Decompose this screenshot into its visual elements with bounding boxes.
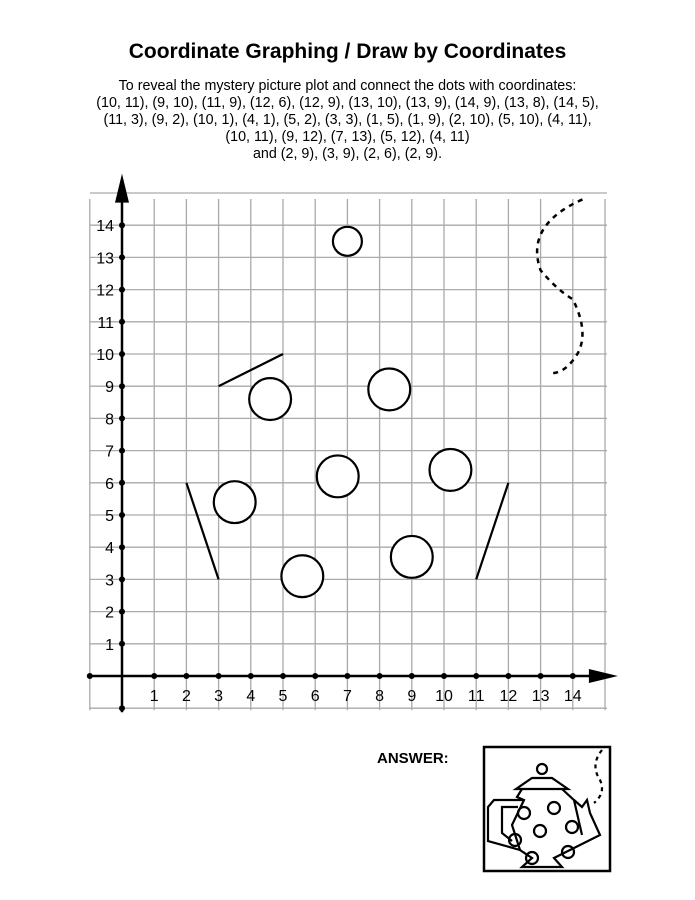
y-tick-dot bbox=[119, 351, 125, 357]
teapot-dot-circle bbox=[368, 368, 410, 410]
x-tick-dot bbox=[344, 673, 350, 679]
answer-teapot-image bbox=[482, 745, 612, 873]
y-tick-dot bbox=[119, 641, 125, 647]
x-tick-dot bbox=[151, 673, 157, 679]
x-tick-label: 2 bbox=[181, 688, 191, 705]
x-tick-dot bbox=[441, 673, 447, 679]
y-tick-label: 11 bbox=[97, 314, 114, 332]
y-tick-dot bbox=[119, 287, 125, 293]
coordinate-list: and (2, 9), (3, 9), (2, 6), (2, 9). bbox=[252, 146, 443, 162]
y-tick-dot bbox=[119, 448, 125, 454]
y-tick-label: 2 bbox=[105, 604, 114, 622]
x-tick-dot bbox=[538, 673, 544, 679]
y-tick-label: 7 bbox=[105, 443, 114, 461]
y-tick-dot bbox=[119, 222, 125, 228]
x-tick-dot bbox=[505, 673, 511, 679]
x-tick-dot bbox=[216, 673, 222, 679]
x-tick-dot bbox=[473, 673, 479, 679]
y-tick-dot bbox=[119, 512, 125, 518]
teapot-dot-circle bbox=[391, 536, 433, 578]
x-tick-dot bbox=[280, 673, 286, 679]
y-tick-label: 9 bbox=[105, 379, 114, 397]
coordinate-list: (10, 11), (9, 10), (11, 9), (12, 6), (12, 9), (13, 10), (13, 9), (14, 9), (13, 8), (14, 5), bbox=[96, 95, 599, 111]
x-tick-label: 11 bbox=[467, 688, 485, 705]
y-tick-label: 6 bbox=[105, 475, 114, 493]
x-tick-label: 13 bbox=[531, 688, 550, 705]
y-tick-label: 3 bbox=[105, 572, 114, 590]
teapot-dot-circle bbox=[249, 378, 291, 420]
y-tick-dot bbox=[119, 609, 125, 615]
y-tick-dot bbox=[119, 576, 125, 582]
y-tick-label: 10 bbox=[96, 347, 114, 364]
answer-label: ANSWER: bbox=[377, 750, 449, 767]
y-tick-label: 1 bbox=[105, 636, 114, 654]
x-tick-label: 3 bbox=[214, 688, 224, 705]
y-tick-label: 8 bbox=[105, 411, 114, 429]
y-tick-dot bbox=[119, 383, 125, 389]
x-tick-dot bbox=[409, 673, 415, 679]
y-axis-arrow-icon bbox=[115, 174, 129, 203]
y-tick-dot bbox=[119, 480, 125, 486]
coordinate-list: (11, 3), (9, 2), (10, 1), (4, 1), (5, 2), (3, 3), (1, 5), (1, 9), (2, 10), (5, 10), (4, 11), bbox=[103, 112, 592, 128]
y-tick-dot bbox=[119, 254, 125, 260]
teapot-dot-circle bbox=[333, 227, 362, 256]
y-tick-label: 13 bbox=[96, 250, 114, 268]
x-tick-label: 6 bbox=[310, 688, 320, 705]
axis-dot bbox=[87, 673, 93, 679]
x-tick-label: 12 bbox=[499, 688, 518, 705]
x-tick-label: 9 bbox=[407, 688, 417, 705]
y-tick-label: 14 bbox=[96, 218, 114, 236]
x-tick-label: 8 bbox=[375, 688, 385, 705]
y-tick-label: 12 bbox=[96, 282, 114, 300]
y-tick-label: 4 bbox=[105, 540, 114, 558]
coordinate-list: (10, 11), (9, 12), (7, 13), (5, 12), (4, 11) bbox=[225, 129, 470, 145]
x-tick-label: 5 bbox=[278, 688, 288, 705]
x-tick-dot bbox=[183, 673, 189, 679]
x-axis-arrow-icon bbox=[589, 669, 618, 683]
x-tick-label: 14 bbox=[563, 688, 582, 705]
y-tick-label: 5 bbox=[105, 508, 114, 525]
axis-dot bbox=[119, 705, 125, 711]
x-tick-label: 4 bbox=[246, 688, 256, 705]
x-tick-dot bbox=[248, 673, 254, 679]
teapot-dot-circle bbox=[281, 555, 323, 597]
teapot-dot-circle bbox=[430, 449, 472, 491]
x-tick-dot bbox=[570, 673, 576, 679]
page-title: Coordinate Graphing / Draw by Coordinates bbox=[128, 40, 567, 63]
x-tick-label: 10 bbox=[435, 688, 453, 705]
x-tick-dot bbox=[312, 673, 318, 679]
teapot-dot-circle bbox=[317, 455, 359, 497]
instruction-line: To reveal the mystery picture plot and connect the dots with coordinates: bbox=[118, 78, 577, 94]
y-tick-dot bbox=[119, 319, 125, 325]
teapot-dot-circle bbox=[214, 481, 256, 523]
x-tick-label: 7 bbox=[342, 688, 352, 705]
y-tick-dot bbox=[119, 415, 125, 421]
teapot-hint-line bbox=[476, 483, 508, 580]
y-tick-dot bbox=[119, 544, 125, 550]
x-tick-dot bbox=[377, 673, 383, 679]
x-tick-label: 1 bbox=[149, 688, 159, 705]
